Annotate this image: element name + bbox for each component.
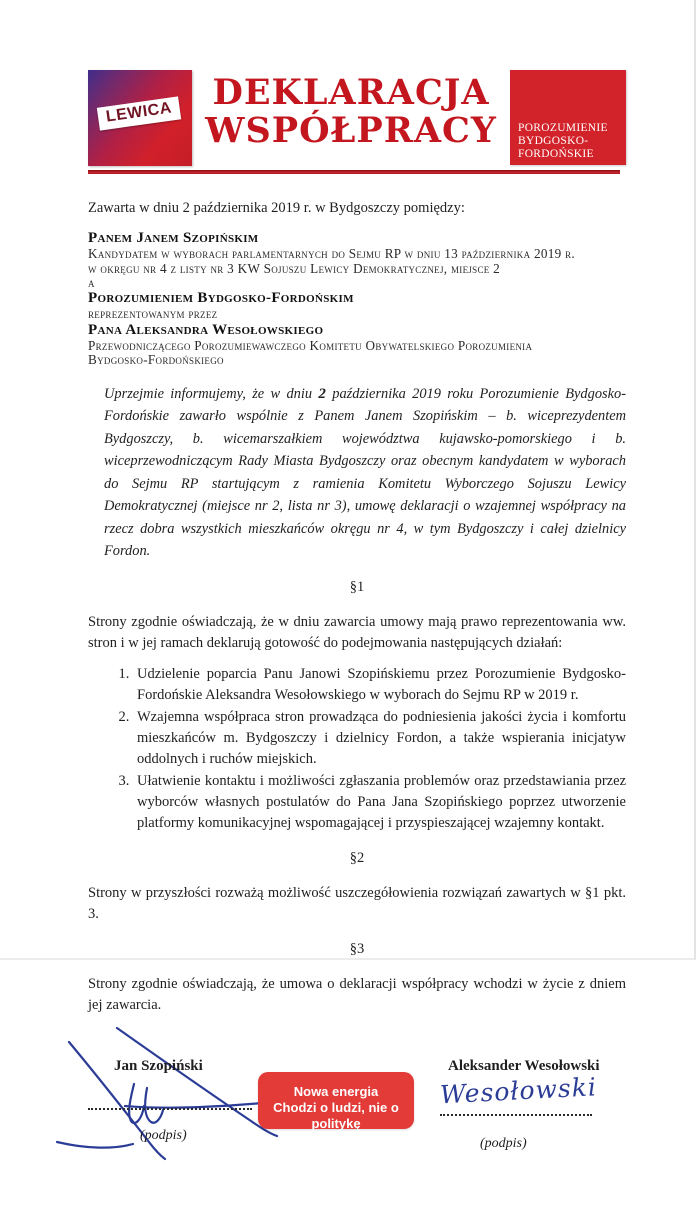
party2-detail-2: Bydgosko-Fordońskiego bbox=[88, 352, 224, 367]
signature-line-left bbox=[88, 1108, 252, 1110]
campaign-stamp bbox=[258, 1072, 414, 1129]
porozumienie-logo bbox=[510, 70, 626, 165]
porozumienie-logo-line1: POROZUMIENIE bbox=[518, 122, 608, 134]
signature-caption-right: (podpis) bbox=[480, 1135, 527, 1151]
party1-detail-2: w okręgu nr 4 z listy nr 3 KW Sojuszu Lewicy Demokratycznej, miejsce 2 bbox=[88, 260, 501, 276]
signature-zone bbox=[88, 1046, 626, 1206]
party2-representative-name: Pana Aleksandra Wesołowskiego bbox=[88, 321, 324, 338]
signature-caption-left: (podpis) bbox=[140, 1127, 187, 1143]
section-2-heading: §2 bbox=[349, 849, 365, 866]
stamp-line1: Nowa energia bbox=[293, 1083, 379, 1099]
preamble-handwritten-day: 2 bbox=[318, 385, 326, 402]
document-header bbox=[88, 70, 626, 168]
section-3-body: Strony zgodnie oświadczają, że umowa o deklaracji współpracy wchodzi w życie z dniem jej zawarcia. bbox=[88, 975, 626, 1013]
list-item: 2. Wzajemna współpraca stron prowadząca do podniesienia jakości życia i komfortu mieszkańców m. Bydgoszczy i dzielnicy Fordon, a także wspierania inicjatyw oddolnych i ruchów miejskich. bbox=[133, 707, 626, 770]
list-item: 3. Ułatwienie kontaktu i możliwości zgłaszania problemów oraz przedstawiania przez wyborców własnych postulatów do Pana Jana Szopińskiego poprzez utworzenie platformy komunikacyjnej wspomagającej i przyspieszającej wzajemny kontakt. bbox=[133, 771, 626, 834]
intro-line: Zawarta w dniu 2 października 2019 r. w Bydgoszczy pomiędzy: bbox=[88, 200, 465, 216]
signature-line-right bbox=[440, 1114, 592, 1116]
party1-detail-1: Kandydatem w wyborach parlamentarnych do Sejmu RP w dniu 13 października 2019 r. bbox=[88, 246, 576, 261]
section-3-heading: §3 bbox=[349, 940, 365, 957]
party2-name: Porozumieniem Bydgosko-Fordońskim bbox=[88, 290, 354, 306]
header-divider bbox=[88, 170, 620, 174]
preamble-text-post: października 2019 roku Porozumienie Bydgosko-Fordońskie zawarło wspólnie z Panem Janem Szopińskim – b. wiceprezydentem Bydgoszczy, b. wicemarszałkiem województwa kujawsko-pomorskiego i b. wiceprzewodniczącym Rady Miasta Bydgoszczy oraz obecnym kandydatem w wyborach do Sejmu RP startującym z ramienia Komitetu Wyborczego Sojuszu Lewicy Demokratycznej (miejsce nr 2, lista nr 3), umowę deklaracji o wzajemnej współpracy na rzecz dobra wszystkich mieszkańców okręgu nr 4, w tym Bydgoszczy i całej dzielnicy Fordon. bbox=[104, 385, 626, 559]
preamble-paragraph bbox=[104, 383, 626, 563]
lewica-logo bbox=[88, 70, 192, 166]
party2-represented-by: reprezentowanym przez bbox=[88, 306, 218, 321]
party2-detail-1: Przewodniczącego Porozumiewawczego Komitetu Obywatelskiego Porozumienia bbox=[88, 337, 533, 353]
signer-name-right: Aleksander Wesołowski bbox=[448, 1057, 600, 1074]
section-1-list bbox=[106, 664, 626, 834]
list-item: 1. Udzielenie poparcia Panu Janowi Szopińskiemu przez Porozumienie Bydgosko-Fordońskie Aleksandra Wesołowskiego w wyborach do Sejmu RP w 2019 r. bbox=[133, 664, 626, 706]
signer-name-left: Jan Szopiński bbox=[114, 1057, 203, 1074]
parties-block bbox=[88, 230, 626, 368]
parties-connector: a bbox=[88, 275, 95, 290]
page-title-line2: WSPÓŁPRACY bbox=[205, 110, 497, 151]
lewica-logo-text: LEWICA bbox=[97, 96, 182, 130]
preamble-text-pre: Uprzejmie informujemy, że w dniu bbox=[104, 385, 319, 402]
section-1-heading: §1 bbox=[349, 578, 365, 595]
page-title bbox=[192, 70, 510, 150]
handwritten-signature-right: Wesołowski bbox=[439, 1071, 598, 1109]
porozumienie-logo-line2: BYDGOSKO- bbox=[518, 135, 589, 147]
section-2-body: Strony w przyszłości rozważą możliwość uszczegółowienia rozwiązań zawartych w §1 pkt. 3. bbox=[88, 884, 626, 922]
party1-name: Panem Janem Szopińskim bbox=[88, 230, 259, 246]
section-1-body: Strony zgodnie oświadczają, że w dniu zawarcia umowy mają prawo reprezentowania ww. stron i w jej ramach deklarują gotowość do podejmowania następujących działań: bbox=[88, 613, 626, 651]
stamp-line2: Chodzi o ludzi, nie o politykę bbox=[273, 1099, 399, 1131]
porozumienie-logo-line3: FORDOŃSKIE bbox=[518, 148, 594, 160]
page-title-line1: DEKLARACJA bbox=[212, 72, 490, 113]
